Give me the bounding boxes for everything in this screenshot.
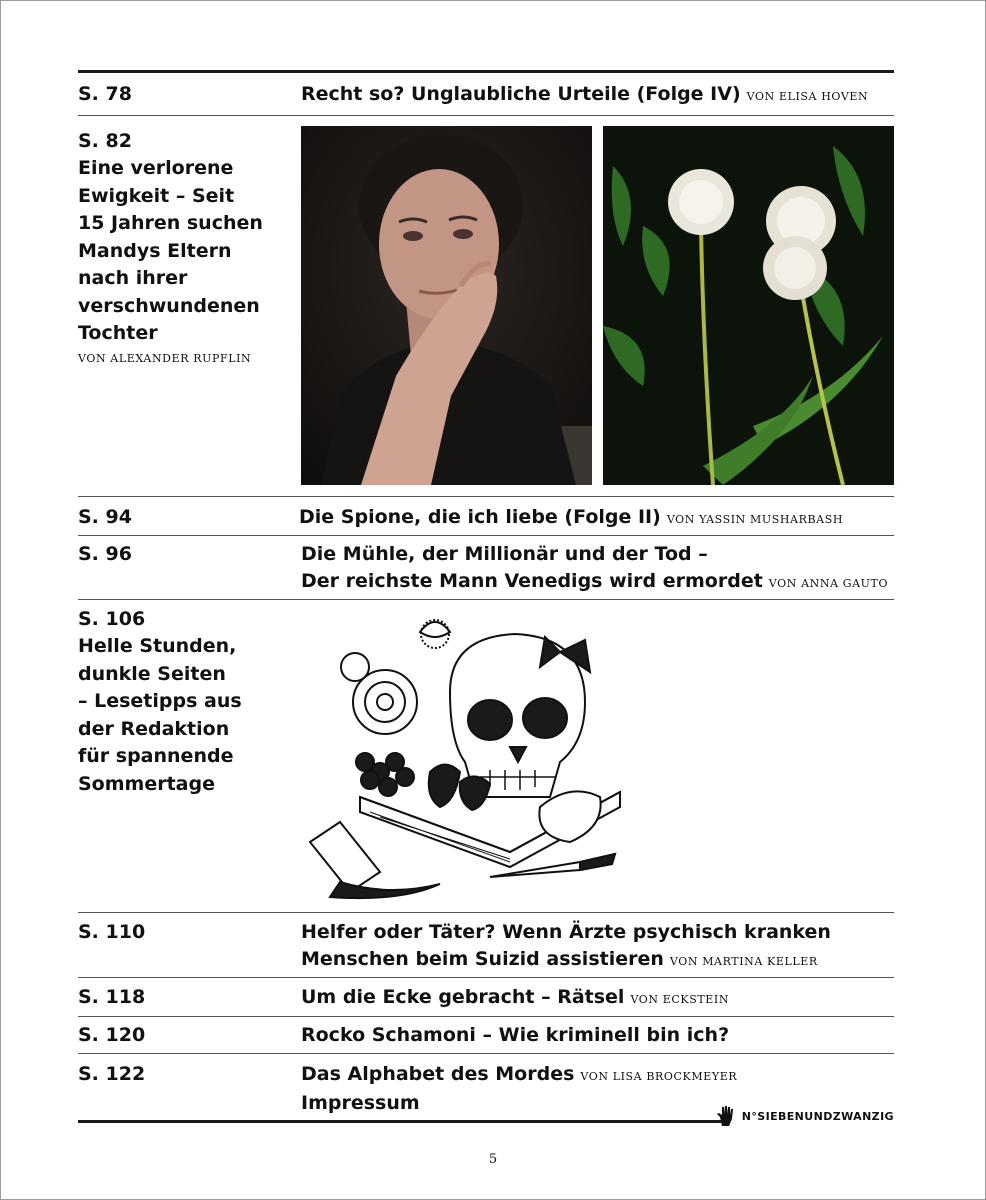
- toc-author: VON MARTINA KELLER: [669, 955, 818, 968]
- divider: [78, 977, 894, 978]
- toc-page-number: S. 118: [78, 986, 146, 1008]
- brand-logo: N° SIEBENUNDZWANZIG: [716, 1105, 894, 1127]
- toc-title[interactable]: Helfer oder Täter? Wenn Ärzte psychisch kranken Menschen beim Suizid assistieren VON MARTINA KELLER: [301, 921, 831, 970]
- toc-page-number: S. 110: [78, 921, 146, 943]
- divider: [78, 1053, 894, 1054]
- toc-page-number: S. 120: [78, 1024, 146, 1046]
- impressum-link[interactable]: Impressum: [301, 1092, 420, 1114]
- divider: [78, 1016, 894, 1017]
- toc-page-number: S. 82: [78, 130, 132, 152]
- toc-author: VON LISA BROCKMEYER: [580, 1070, 738, 1083]
- divider: [78, 115, 894, 116]
- toc-author: VON ALEXANDER RUPFLIN: [78, 351, 252, 365]
- divider: [78, 912, 894, 913]
- toc-page-number: S. 106: [78, 608, 146, 630]
- dandelion-photo: [603, 126, 894, 485]
- toc-page-number: S. 122: [78, 1063, 146, 1085]
- bottom-rule: [78, 1120, 730, 1123]
- toc-title[interactable]: Eine verlorene Ewigkeit – Seit 15 Jahren suchen Mandys Eltern nach ihrer verschwundenen Tochter VON ALEXANDER RUPFLIN: [78, 155, 278, 368]
- toc-title[interactable]: Um die Ecke gebracht – Rätsel VON ECKSTEIN: [301, 986, 730, 1008]
- divider: [78, 496, 894, 497]
- page-number: 5: [488, 1152, 498, 1167]
- toc-title[interactable]: Rocko Schamoni – Wie kriminell bin ich?: [301, 1024, 730, 1046]
- skull-book-illustration: [300, 612, 630, 902]
- toc-title[interactable]: Helle Stunden, dunkle Seiten – Lesetipps aus der Redaktion für spannende Sommertage: [78, 635, 242, 795]
- toc-author: VON ELISA HOVEN: [746, 90, 869, 103]
- portrait-photo: [301, 126, 592, 485]
- toc-author: VON ANNA GAUTO: [768, 577, 889, 590]
- divider: [78, 535, 894, 536]
- toc-author: VON YASSIN MUSHARBASH: [666, 513, 844, 526]
- toc-page-number: S. 96: [78, 543, 132, 565]
- toc-title[interactable]: Das Alphabet des Mordes VON LISA BROCKMEYER Impressum: [301, 1061, 737, 1117]
- hand-icon: [716, 1105, 736, 1127]
- divider: [78, 599, 894, 600]
- toc-title[interactable]: Recht so? Unglaubliche Urteile (Folge IV) VON ELISA HOVEN: [301, 83, 869, 105]
- toc-title[interactable]: Die Mühle, der Millionär und der Tod – Der reichste Mann Venedigs wird ermordet VON ANNA GAUTO: [301, 543, 889, 592]
- toc-title[interactable]: Die Spione, die ich liebe (Folge II) VON YASSIN MUSHARBASH: [299, 506, 844, 528]
- toc-page-number: S. 78: [78, 83, 132, 105]
- toc-page-number: S. 94: [78, 506, 132, 528]
- toc-author: VON ECKSTEIN: [630, 993, 730, 1006]
- top-rule: [78, 70, 894, 73]
